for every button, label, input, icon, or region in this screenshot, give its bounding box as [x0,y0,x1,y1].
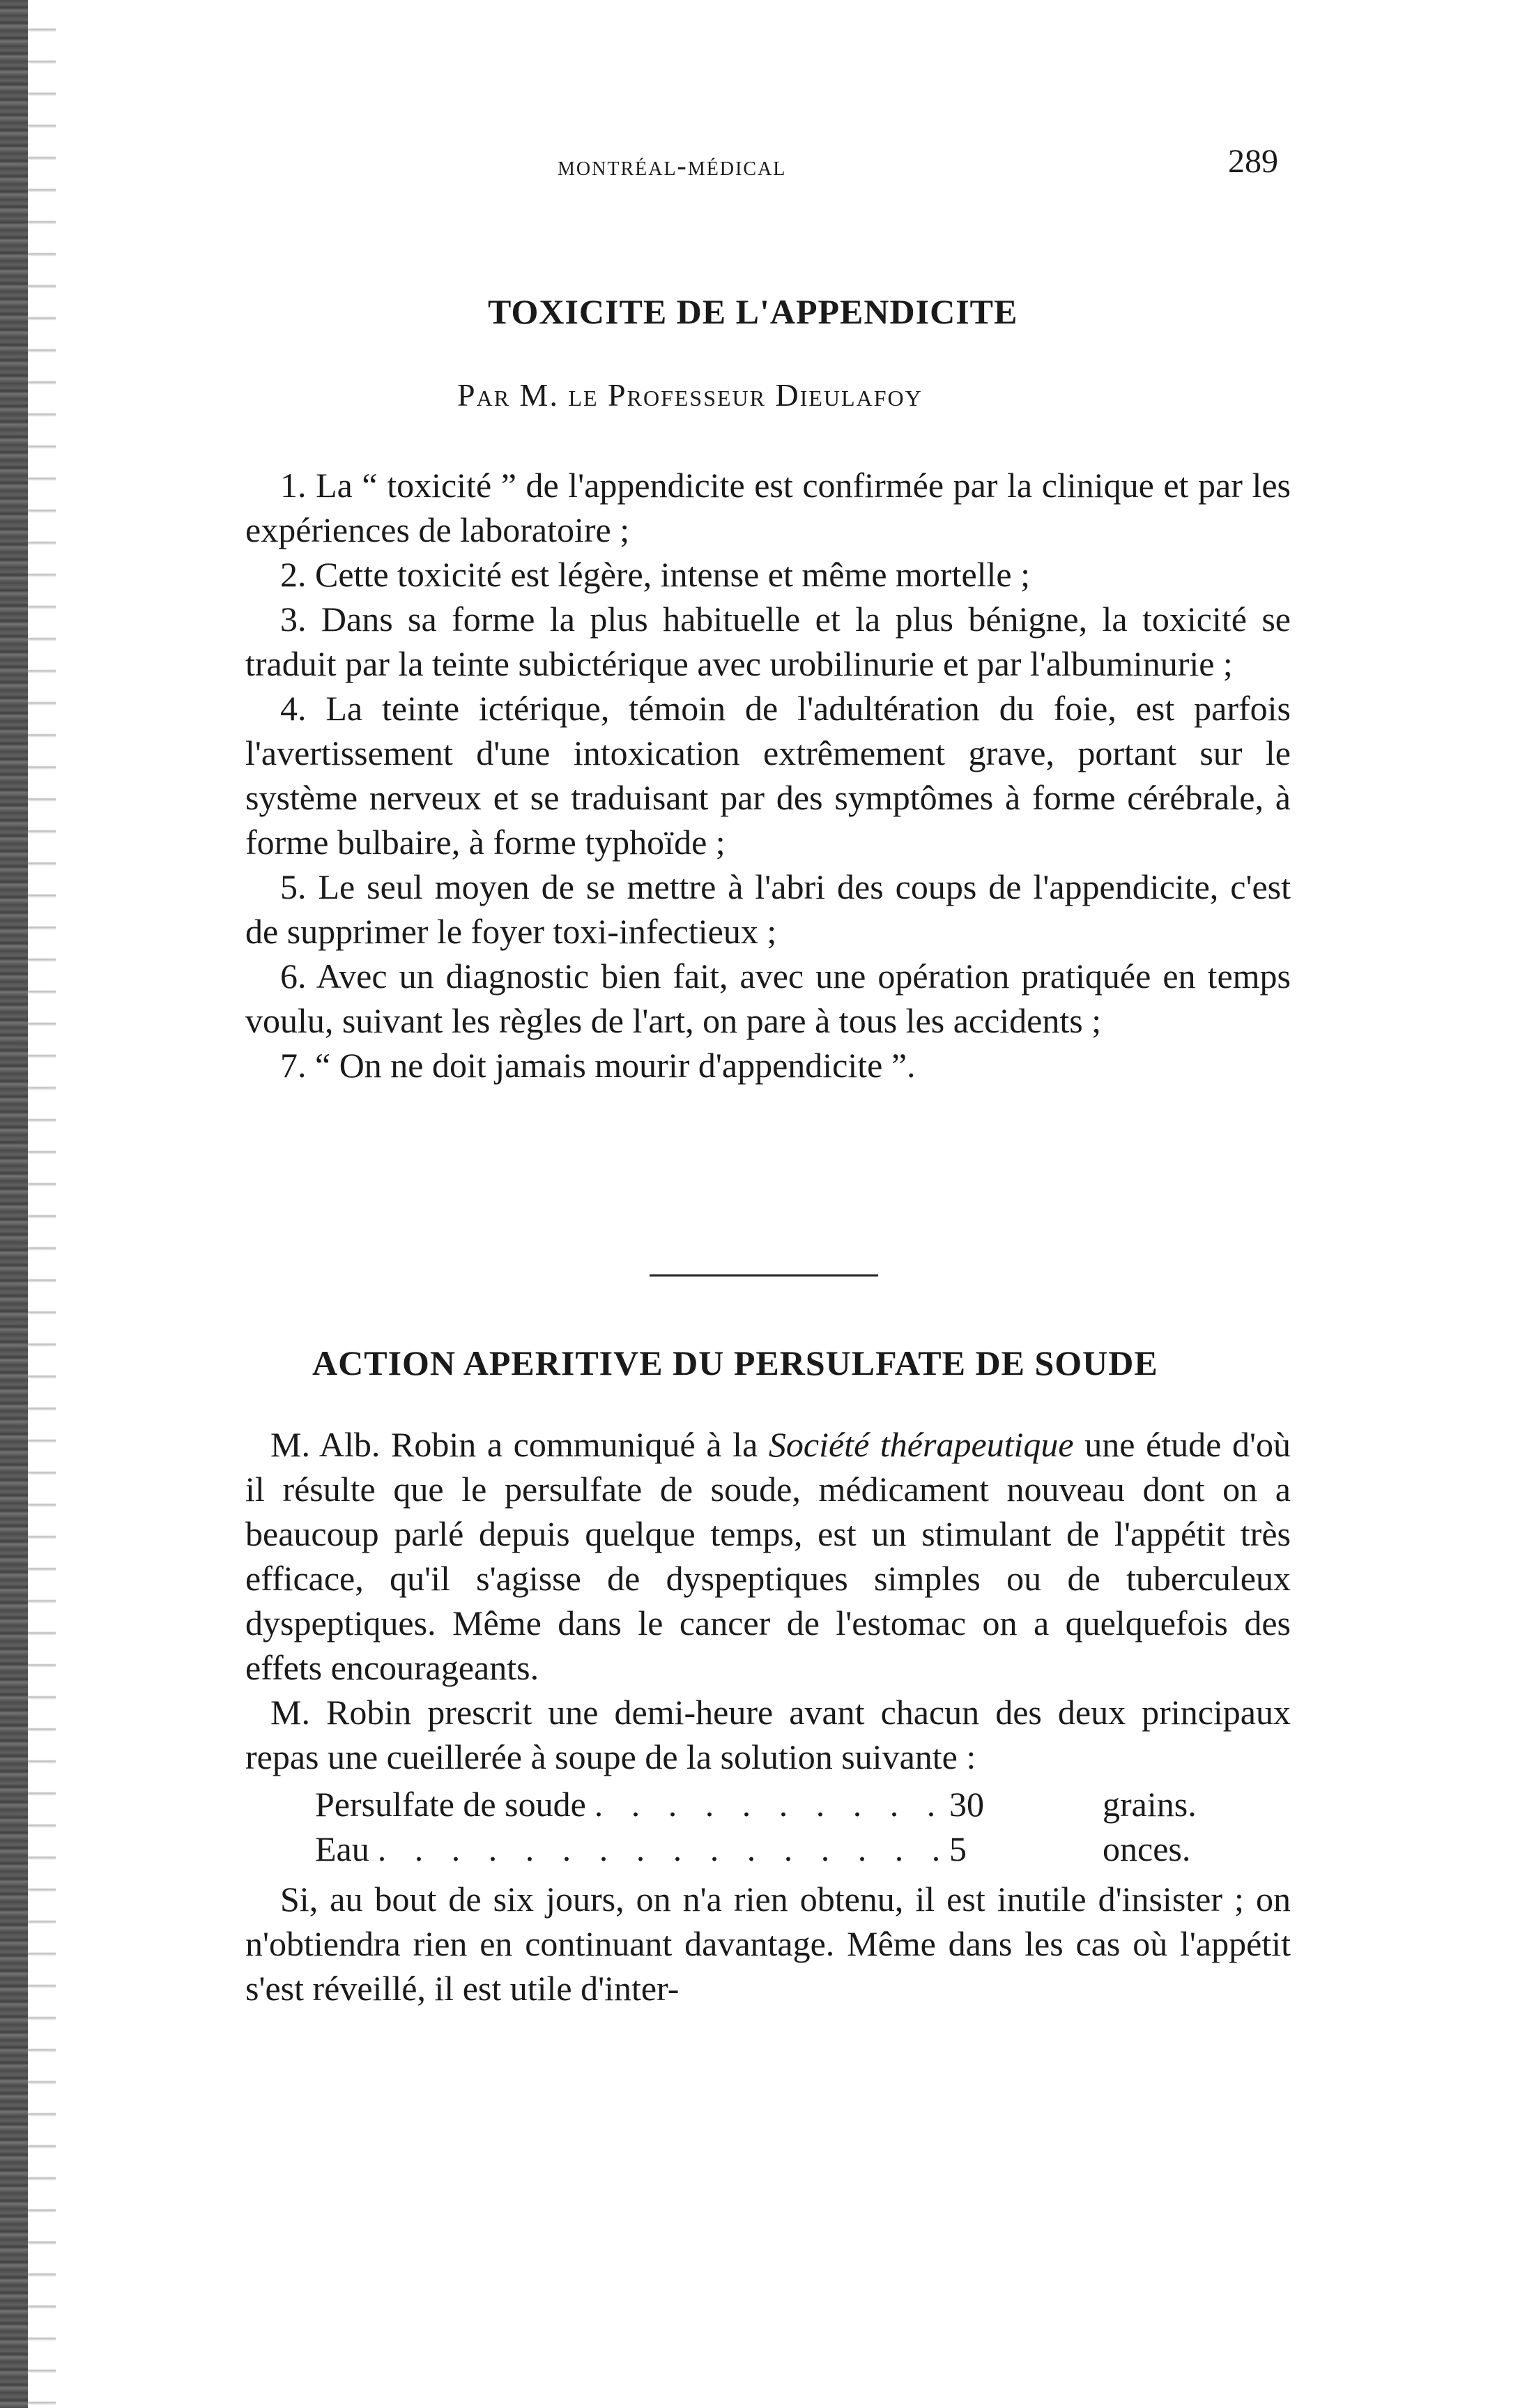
list-item: 2. Cette toxicité est légère, intense et même mortelle ; [280,555,1031,594]
journal-name: Société thérapeutique [768,1425,1074,1464]
paragraph: Si, au bout de six jours, on n'a rien obtenu, il est inutile d'insister ; on n'obtiendra rien en continuant davantage. Même dans les cas où l'appétit s'est réveillé, il est utile d'inter- [245,1880,1291,2008]
toxicite-conclusions-list [245,463,1291,1088]
prescription-table [245,1782,1291,1871]
page-number: 289 [1228,143,1278,180]
list-item: 6. Avec un diagnostic bien fait, avec une opération pratiquée en temps voulu, suivant les règles de l'art, on pare à tous les accidents ; [245,957,1291,1040]
section-divider [650,1274,878,1277]
prescription-row [315,1782,1207,1827]
paragraph [245,1422,1291,1690]
running-head: montréal-médical [558,150,787,181]
paragraph-text: une étude d'où il résulte que le persulfate de soude, médicament nouveau dont on a beaucoup parlé depuis quelque temps, est un stimulant de l'appétit très efficace, qu'il s'agisse de dyspeptiques simples ou de tuberculeux dyspeptiques. Même dans le cancer de l'estomac on a quelquefois des effets encourageants. [245,1425,1291,1687]
persulfate-article-body [245,1422,1291,2011]
prescription-row [315,1827,1207,1871]
leader-dots [369,1827,949,1871]
list-item: 5. Le seul moyen de se mettre à l'abri des coups de l'appendicite, c'est de supprimer le foyer toxi-infectieux ; [245,867,1291,951]
ingredient-unit: onces. [1103,1829,1191,1868]
ingredient-quantity: 30 [949,1785,984,1824]
leader-dots [586,1782,949,1827]
list-item: 4. La teinte ictérique, témoin de l'adultération du foie, est parfois l'avertissement d'une intoxication extrêmement grave, portant sur le système nerveux et se traduisant par des symptômes à forme cérébrale, à forme bulbaire, à forme typhoïde ; [245,689,1291,862]
paragraph: M. Robin prescrit une demi-heure avant chacun des deux principaux repas une cueillerée à soupe de la solution suivante : [245,1693,1291,1776]
article-byline: Par M. le Professeur Dieulafoy [457,377,923,413]
article-title-persulfate: ACTION APERITIVE DU PERSULFATE DE SOUDE [312,1343,1158,1382]
list-item: 1. La “ toxicité ” de l'appendicite est confirmée par la clinique et par les expériences de laboratoire ; [245,466,1291,549]
list-item: 7. “ On ne doit jamais mourir d'appendicite ”. [280,1046,916,1085]
scan-binding-edge [0,0,28,2408]
list-item: 3. Dans sa forme la plus habituelle et la plus bénigne, la toxicité se traduit par la teinte subictérique avec urobilinurie et par l'albuminurie ; [245,600,1291,683]
article-title-toxicite: TOXICITE DE L'APPENDICITE [488,292,1018,331]
ingredient-unit: grains. [1103,1785,1197,1824]
ingredient-quantity: 5 [949,1829,967,1868]
ingredient-name: Eau [315,1829,369,1868]
ingredient-name: Persulfate de soude [315,1785,586,1824]
paragraph-text: M. Alb. Robin a communiqué à la [270,1425,769,1464]
scan-edge-specks [28,0,56,2408]
